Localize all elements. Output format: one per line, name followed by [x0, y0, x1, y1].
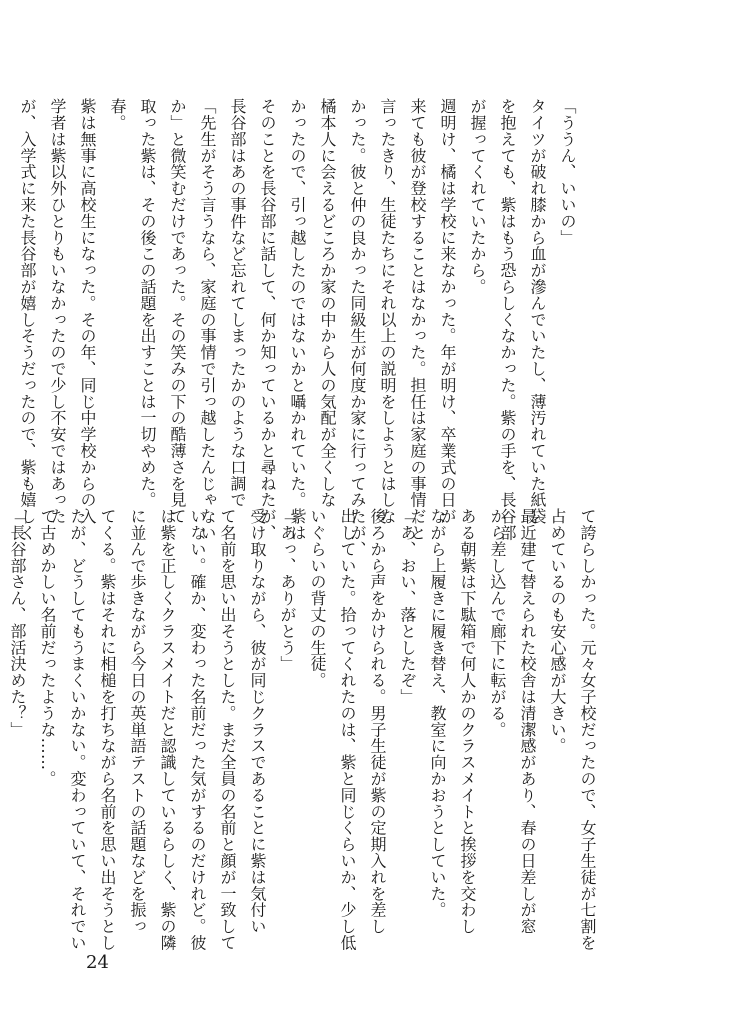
- text-line: ながら上履きに履き替え、教室に向かおうとしていた。: [428, 508, 447, 918]
- text-line: 受け取りながら、彼が同じクラスであることに紫は気付い: [248, 508, 267, 935]
- lower-text-block: [8, 508, 602, 951]
- text-line: そのことを長谷部に話して、何か知っているかと尋ねたが、: [258, 98, 277, 541]
- text-line: かったので、引っ越したのではないかと囁かれていた。紫は: [288, 98, 307, 541]
- text-line: 言ったきり、生徒たちにそれ以上の説明をしようとはしな: [378, 98, 397, 525]
- text-line: 学者は紫以外ひとりもいなかったので少し不安ではあった: [48, 98, 67, 525]
- text-line: 「あ、おい、落としたぞ」: [398, 508, 417, 705]
- text-line: て名前を思い出そうとした。まだ全員の名前と顔が一致して: [218, 508, 237, 951]
- text-line: が握ってくれていたから。: [468, 98, 487, 295]
- text-line: に並んで歩きながら今日の英単語テストの話題などを振っ: [128, 508, 147, 935]
- text-line: か」と微笑むだけであった。その笑みの下の酷薄さを見て: [168, 98, 187, 525]
- text-line: 最近建て替えられた校舎は清潔感があり、春の日差しが窓: [518, 508, 537, 935]
- text-line: 春。: [108, 98, 127, 131]
- text-line: タイツが破れ膝から血が滲んでいたし、薄汚れていた紙袋: [528, 98, 547, 525]
- text-line: 「長谷部さん、部活決めた？」: [8, 508, 27, 738]
- text-line: を抱えても、紫はもう恐らしくなかった。紫の手を、長谷部: [498, 98, 517, 541]
- text-line: 橘本人に会えるどころか家の中から人の気配が全くしな: [318, 98, 337, 508]
- text-line: てくる。紫はそれに相槌を打ちながら名前を思い出そうとし: [98, 508, 117, 951]
- text-line: たが、どうしてもうまくいかない。変わっていて、それでい: [68, 508, 87, 951]
- text-line: 長谷部はあの事件など忘れてしまったかのような口調で: [228, 98, 247, 508]
- page-number: 24: [86, 952, 109, 973]
- text-line: 「先生がそう言うなら、家庭の事情で引っ越したんじゃない: [198, 98, 217, 541]
- text-line: 「あっ、ありがとう」: [278, 508, 297, 672]
- text-line: 後ろから声をかけられる。男子生徒が紫の定期入れを差し: [368, 508, 387, 935]
- text-line: いない。確か、変わった名前だった気がするのだけれど。彼: [188, 508, 207, 951]
- text-line: ある朝紫は下駄箱で何人かのクラスメイトと挨拶を交わし: [458, 508, 477, 935]
- text-line: いぐらいの背丈の生徒。: [308, 508, 327, 689]
- text-line: 出していた。拾ってくれたのは、紫と同じくらいか、少し低: [338, 508, 357, 951]
- text-line: [0, 508, 2, 903]
- text-line: は紫を正しくクラスメイトだと認識しているらしく、紫の隣: [158, 508, 177, 951]
- text-line: が、入学式に来た長谷部が嬉しそうだったので、紫も嬉しく: [18, 98, 37, 541]
- text-line: 来ても彼が登校することはなかった。担任は家庭の事情だと: [408, 98, 427, 541]
- text-line: 週明け、橘は学校に来なかった。年が明け、卒業式の日が: [438, 98, 457, 525]
- text-line: から差し込んで廊下に転がる。: [488, 508, 507, 738]
- text-line: 紫は無事に高校生になった。その年、同じ中学校からの入: [78, 98, 97, 525]
- text-line: かった。彼と仲の良かった同級生が何度か家に行ってみたが、: [348, 98, 367, 558]
- text-line: 「ううん、いいの」: [558, 98, 577, 246]
- text-line: て古めかしい名前だったような……。: [38, 508, 57, 787]
- text-line: 占めているのも安心感が大きい。: [548, 508, 567, 754]
- text-line: 取った紫は、その後この話題を出すことは一切やめた。: [138, 98, 157, 508]
- upper-text-block: [18, 98, 582, 558]
- text-line: て誇らしかった。元々女子校だったので、女子生徒が七割を: [578, 508, 597, 951]
